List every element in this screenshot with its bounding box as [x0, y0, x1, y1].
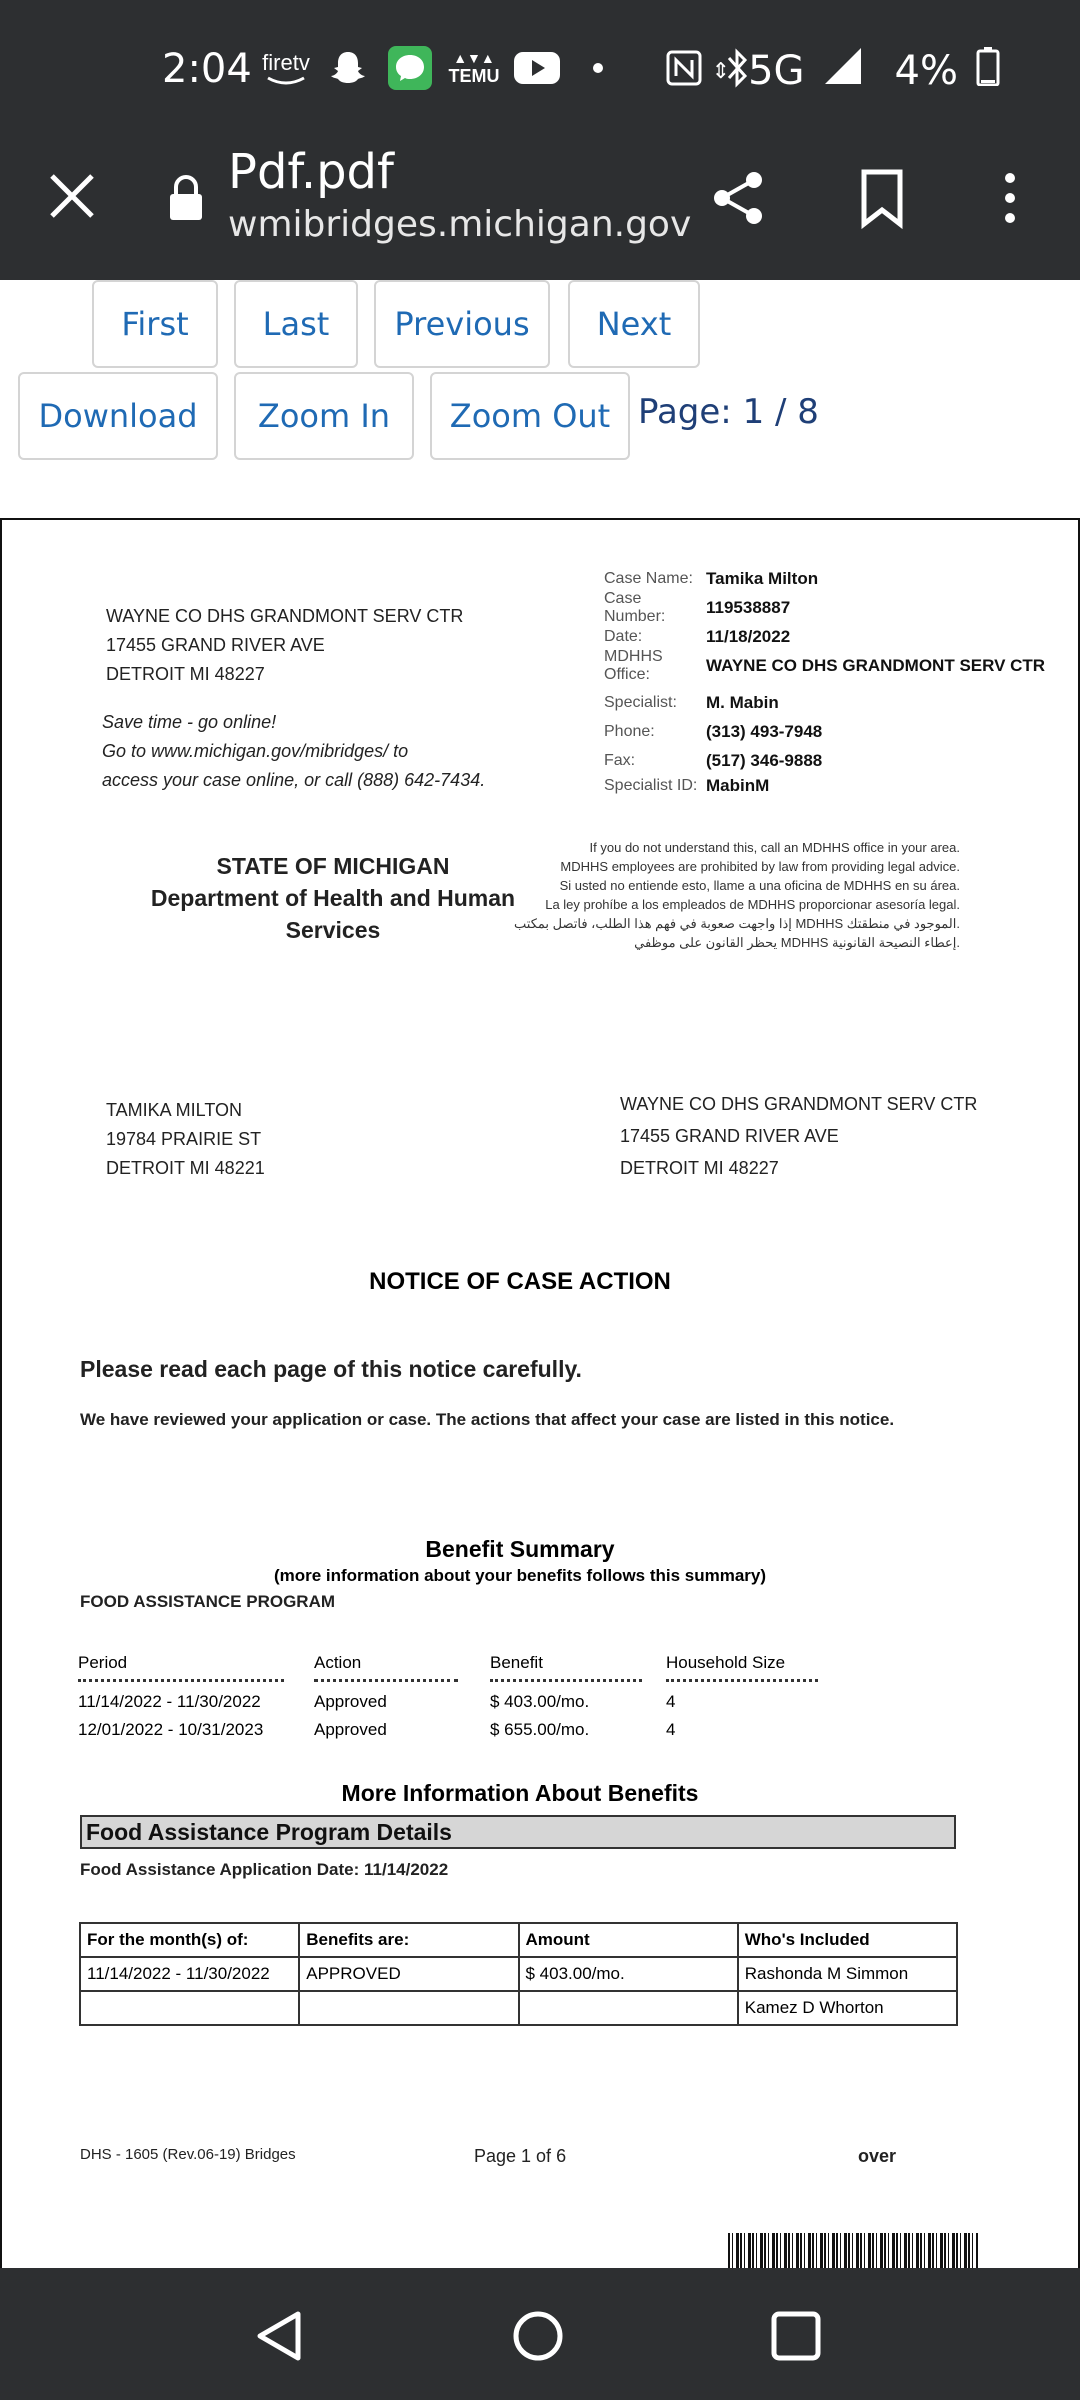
previous-page-button[interactable]: Previous [374, 280, 550, 368]
notice-title: NOTICE OF CASE ACTION [369, 1268, 671, 1295]
signal-icon [823, 46, 863, 96]
bookmark-icon[interactable] [850, 166, 914, 230]
benefit-summary-title: Benefit Summary [425, 1536, 615, 1562]
recents-icon[interactable] [768, 2308, 824, 2364]
case-info: Case Name: Tamika Milton Case Number: 119538887 Date: 11/18/2022 MDHHS Office: WAYNE CO DHS GRANDMONT SERV CTR Specialist: M. Mabin Phone: (313) 493-7948 Fax: (517) 346-9888 Specialist ID: MabinM [604, 568, 1046, 795]
share-icon[interactable] [706, 166, 770, 230]
zoom-out-button[interactable]: Zoom Out [430, 372, 630, 460]
page-url[interactable]: wmibridges.michigan.gov [228, 204, 692, 245]
zoom-in-button[interactable]: Zoom In [234, 372, 414, 460]
temu-icon: ▲▼▲ TEMU [448, 49, 500, 86]
sender-address: WAYNE CO DHS GRANDMONT SERV CTR 17455 GRAND RIVER AVE DETROIT MI 48227 [106, 606, 464, 684]
home-icon[interactable] [510, 2308, 566, 2364]
more-options-icon[interactable] [978, 166, 1042, 230]
battery-label: 4% [894, 48, 958, 94]
status-bar [0, 0, 1080, 130]
table-header: Period Action Benefit Household Size [78, 1653, 818, 1682]
battery-icon [976, 46, 1000, 96]
back-icon[interactable] [252, 2308, 308, 2364]
table-row: 11/14/2022 - 11/30/2022 Approved $ 403.00/mo. 4 [78, 1692, 676, 1711]
benefit-summary-subtitle: (more information about your benefits follows this summary) [273, 1566, 767, 1585]
status-right: ⇕ 5G 4% [712, 46, 1000, 96]
status-time: 2:04 [162, 46, 252, 92]
browser-app-bar [0, 130, 1080, 280]
first-page-button[interactable]: First [92, 280, 218, 368]
office-address: WAYNE CO DHS GRANDMONT SERV CTR 17455 GRAND RIVER AVE DETROIT MI 48227 [620, 1094, 978, 1178]
program-name: FOOD ASSISTANCE PROGRAM [80, 1592, 336, 1611]
fap-details-heading: Food Assistance Program Details [80, 1815, 956, 1849]
barcode [728, 2233, 978, 2268]
table-row: 12/01/2022 - 10/31/2023 Approved $ 655.00/mo. 4 [78, 1720, 676, 1739]
navigation-bar [0, 2268, 1080, 2400]
online-note: Save time - go online! Go to www.michigan.gov/mibridges/ to access your case online, or call (888) 642-7434. [102, 712, 486, 790]
close-icon[interactable] [44, 168, 100, 224]
form-id: DHS - 1605 (Rev.06-19) Bridges [80, 2146, 296, 2163]
benefit-summary-table [78, 1653, 818, 1740]
snapchat-icon [326, 46, 370, 90]
page-indicator: Page: 1 / 8 [638, 392, 819, 432]
application-date: Food Assistance Application Date: 11/14/2022 [80, 1860, 449, 1879]
download-button[interactable]: Download [18, 372, 218, 460]
recipient-address: TAMIKA MILTON 19784 PRAIRIE ST DETROIT MI 48221 [106, 1100, 265, 1178]
table-row: 11/14/2022 - 11/30/2022 APPROVED $ 403.00/mo. Rashonda M Simmon [80, 1957, 957, 1991]
language-notice: If you do not understand this, call an MDHHS office in your area. MDHHS employees are prohibited by law from providing legal advice. Si usted no entiende esto, llame a una oficina de MDHHS en su área. La ley prohíbe a los empleados de MDHHS proporcionar asesoría legal. إذا واجهت صعوبة في فهم هذا الطلب، فاتصل بمكتب MDHHS الموجود في منطقتك. يحظر القانون على موظفي MDHHS إعطاء النصيحة القانونية. [514, 840, 960, 950]
benefit-details-table [79, 1922, 958, 2026]
next-page-button[interactable]: Next [568, 280, 700, 368]
state-heading: STATE OF MICHIGAN Department of Health and Human Services [150, 853, 516, 943]
messages-icon [386, 46, 434, 90]
more-info-title: More Information About Benefits [341, 1780, 699, 1806]
table-row: Kamez D Whorton [80, 1991, 957, 2025]
table-header: For the month(s) of: Benefits are: Amount Who's Included [80, 1923, 957, 1957]
pdf-page[interactable] [0, 518, 1080, 2268]
over-label: over [858, 2146, 897, 2166]
last-page-button[interactable]: Last [234, 280, 358, 368]
firetv-icon: firetv [258, 46, 314, 90]
page-footer: Page 1 of 6 [474, 2146, 567, 2166]
read-carefully: Please read each page of this notice carefully. [80, 1356, 582, 1382]
page-title: Pdf.pdf [228, 144, 394, 200]
dot-icon [588, 46, 608, 90]
nfc-icon [664, 46, 704, 90]
lock-icon [168, 174, 204, 222]
youtube-icon [512, 46, 562, 90]
network-label: 5G [748, 48, 805, 94]
reviewed-text: We have reviewed your application or case. The actions that affect your case are listed in this notice. [80, 1410, 895, 1429]
